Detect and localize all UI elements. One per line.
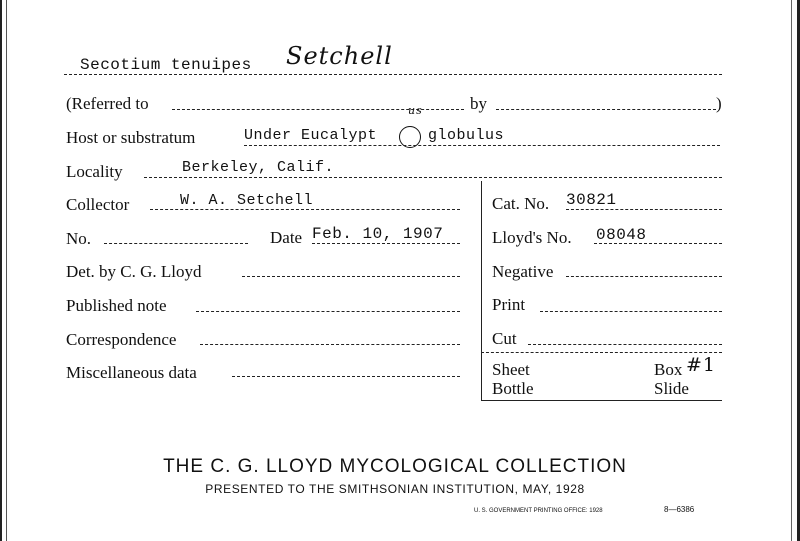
species-name: Secotium tenuipes [80,56,252,74]
cat-line [566,209,722,210]
misc-label: Miscellaneous data [66,363,197,382]
date-line [312,243,460,244]
print-label: Print [492,295,526,314]
published-label: Published note [66,296,167,315]
locality-value: Berkeley, Calif. [182,159,335,176]
host-insert-mark: us [408,104,423,117]
date-value: Feb. 10, 1907 [312,225,444,243]
lloyds-value: 08048 [596,226,647,244]
cut-line [528,344,722,345]
slide-label: Slide [654,379,689,398]
no-line [104,243,248,244]
form-number: 8—6386 [664,505,695,514]
host-value-cont: globulus [428,127,505,144]
misc-line [232,376,460,377]
det-line [242,276,460,277]
species-author-handwritten: Setchell [286,42,393,70]
host-label: Host or substratum [66,128,196,147]
det-label: Det. by C. G. Lloyd [66,262,202,281]
by-line [496,109,716,110]
collector-label: Collector [66,195,130,214]
box-value: #1 [686,354,717,376]
lloyds-line [594,243,722,244]
footer-title: THE C. G. LLOYD MYCOLOGICAL COLLECTION [163,456,627,477]
print-line [540,311,722,312]
cat-value: 30821 [566,191,617,209]
correspondence-label: Correspondence [66,330,177,349]
host-value: Under Eucalypt [244,127,378,144]
collector-value: W. A. Setchell [180,192,314,209]
negative-line [566,276,722,277]
cat-label: Cat. No. [492,194,550,213]
host-line [244,145,720,146]
sheet-box-top-line [481,352,722,353]
no-label: No. [66,229,92,248]
species-line [64,74,722,75]
published-line [196,311,460,312]
box-label: Box [654,360,683,379]
by-label: by [470,94,487,113]
date-label: Date [270,228,303,247]
collector-line [150,209,460,210]
right-box-bottom-line [481,400,722,401]
bottle-label: Bottle [492,379,534,398]
negative-label: Negative [492,262,554,281]
locality-label: Locality [66,162,123,181]
close-paren: ) [716,94,722,113]
right-box-divider [481,181,482,400]
referred-to-label: (Referred to [66,94,149,113]
cut-label: Cut [492,329,517,348]
lloyds-label: Lloyd's No. [492,228,572,247]
printing-office-note: U. S. GOVERNMENT PRINTING OFFICE: 1928 [474,508,603,514]
footer-subtitle: PRESENTED TO THE SMITHSONIAN INSTITUTION, MAY, 1928 [205,482,585,496]
sheet-label: Sheet [492,360,530,379]
locality-line [144,177,722,178]
correspondence-line [200,344,460,345]
